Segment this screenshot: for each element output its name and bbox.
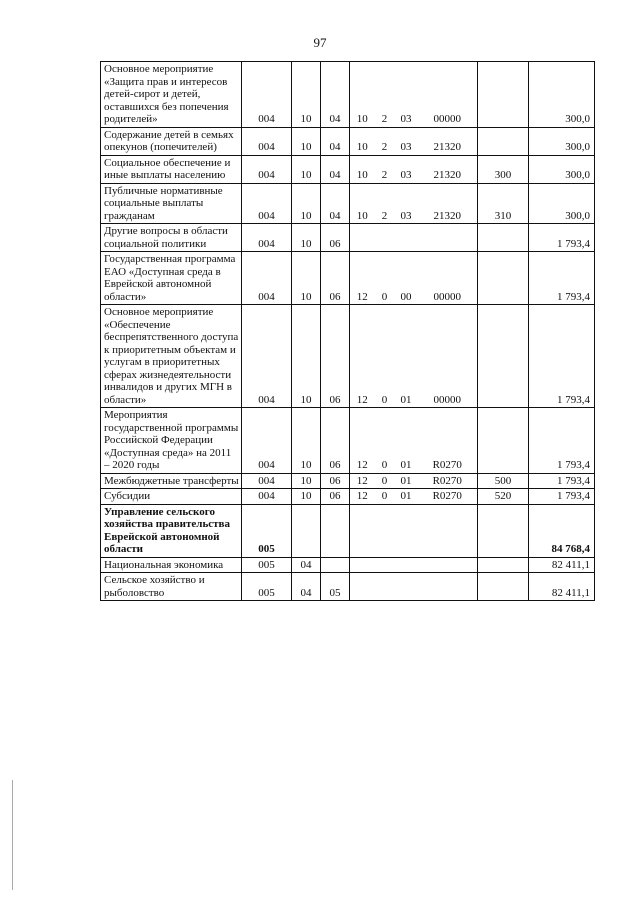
section-code: 10 <box>292 224 321 252</box>
event-code <box>395 557 418 573</box>
section-code: 10 <box>292 408 321 474</box>
subsection-code: 06 <box>321 489 350 505</box>
expense-type-code <box>478 557 529 573</box>
amount: 1 793,4 <box>529 305 595 408</box>
subprogram-code: 2 <box>375 183 395 224</box>
event-code: 01 <box>395 489 418 505</box>
event-code: 01 <box>395 305 418 408</box>
program-code: 10 <box>350 183 375 224</box>
program-code: 12 <box>350 305 375 408</box>
ministry-code: 004 <box>242 183 292 224</box>
program-code: 10 <box>350 62 375 128</box>
program-code: 12 <box>350 252 375 305</box>
expense-type-code: 500 <box>478 473 529 489</box>
subsection-code: 06 <box>321 473 350 489</box>
section-code: 10 <box>292 473 321 489</box>
ministry-code: 005 <box>242 504 292 557</box>
amount: 82 411,1 <box>529 557 595 573</box>
program-code <box>350 504 375 557</box>
subprogram-code: 2 <box>375 127 395 155</box>
table-row <box>101 489 595 505</box>
event-code <box>395 573 418 601</box>
row-name: Содержание детей в семьях опекунов (попечителей) <box>101 127 242 155</box>
direction-code: 00000 <box>418 252 478 305</box>
amount: 1 793,4 <box>529 252 595 305</box>
table-row <box>101 252 595 305</box>
section-code: 04 <box>292 573 321 601</box>
expense-type-code: 520 <box>478 489 529 505</box>
subprogram-code <box>375 557 395 573</box>
ministry-code: 004 <box>242 252 292 305</box>
section-code: 10 <box>292 252 321 305</box>
table-row <box>101 573 595 601</box>
amount: 1 793,4 <box>529 489 595 505</box>
direction-code: 00000 <box>418 305 478 408</box>
amount: 84 768,4 <box>529 504 595 557</box>
event-code <box>395 224 418 252</box>
direction-code: R0270 <box>418 489 478 505</box>
program-code: 12 <box>350 408 375 474</box>
amount: 1 793,4 <box>529 473 595 489</box>
section-code: 10 <box>292 305 321 408</box>
subsection-code: 06 <box>321 224 350 252</box>
section-code: 10 <box>292 183 321 224</box>
event-code: 00 <box>395 252 418 305</box>
program-code: 10 <box>350 127 375 155</box>
subprogram-code: 2 <box>375 62 395 128</box>
budget-table <box>100 61 595 601</box>
expense-type-code <box>478 62 529 128</box>
ministry-code: 004 <box>242 224 292 252</box>
program-code: 10 <box>350 155 375 183</box>
amount: 82 411,1 <box>529 573 595 601</box>
table-row <box>101 408 595 474</box>
subprogram-code: 0 <box>375 408 395 474</box>
section-code: 04 <box>292 557 321 573</box>
ministry-code: 004 <box>242 155 292 183</box>
table-row <box>101 183 595 224</box>
subsection-code <box>321 557 350 573</box>
table-row <box>101 155 595 183</box>
row-name: Субсидии <box>101 489 242 505</box>
table-row <box>101 62 595 128</box>
event-code: 03 <box>395 183 418 224</box>
page-number: 97 <box>313 35 327 50</box>
ministry-code: 005 <box>242 557 292 573</box>
expense-type-code <box>478 408 529 474</box>
event-code: 03 <box>395 127 418 155</box>
direction-code: 21320 <box>418 127 478 155</box>
subsection-code: 05 <box>321 573 350 601</box>
program-code <box>350 557 375 573</box>
direction-code <box>418 557 478 573</box>
expense-type-code <box>478 305 529 408</box>
amount: 1 793,4 <box>529 408 595 474</box>
subsection-code: 04 <box>321 127 350 155</box>
expense-type-code <box>478 224 529 252</box>
subprogram-code <box>375 224 395 252</box>
subsection-code <box>321 504 350 557</box>
event-code: 03 <box>395 62 418 128</box>
direction-code: R0270 <box>418 408 478 474</box>
subprogram-code: 2 <box>375 155 395 183</box>
table-row <box>101 224 595 252</box>
table-body <box>101 62 595 601</box>
event-code: 01 <box>395 408 418 474</box>
expense-type-code <box>478 252 529 305</box>
subsection-code: 04 <box>321 62 350 128</box>
subprogram-code <box>375 504 395 557</box>
direction-code: R0270 <box>418 473 478 489</box>
ministry-code: 004 <box>242 473 292 489</box>
subsection-code: 06 <box>321 305 350 408</box>
expense-type-code: 310 <box>478 183 529 224</box>
ministry-code: 004 <box>242 127 292 155</box>
subsection-code: 06 <box>321 408 350 474</box>
event-code <box>395 504 418 557</box>
direction-code: 00000 <box>418 62 478 128</box>
row-name: Основное мероприятие «Обеспечение беспрепятственного доступа к приоритетным объектам и услугам в приоритетных сферах жизнедеятельности инвалидов и других МГН в области» <box>101 305 242 408</box>
row-name: Мероприятия государственной программы Российской Федерации «Доступная среда» на 2011 – 2020 годы <box>101 408 242 474</box>
subprogram-code: 0 <box>375 489 395 505</box>
table-row <box>101 473 595 489</box>
direction-code <box>418 573 478 601</box>
section-code: 10 <box>292 155 321 183</box>
row-name: Управление сельского хозяйства правительства Еврейской автономной области <box>101 504 242 557</box>
row-name: Межбюджетные трансферты <box>101 473 242 489</box>
row-name: Национальная экономика <box>101 557 242 573</box>
section-code: 10 <box>292 62 321 128</box>
amount: 300,0 <box>529 183 595 224</box>
subprogram-code: 0 <box>375 305 395 408</box>
amount: 300,0 <box>529 127 595 155</box>
section-code: 10 <box>292 127 321 155</box>
ministry-code: 004 <box>242 408 292 474</box>
table-row <box>101 504 595 557</box>
ministry-code: 004 <box>242 305 292 408</box>
table-row <box>101 127 595 155</box>
program-code: 12 <box>350 489 375 505</box>
subsection-code: 04 <box>321 155 350 183</box>
event-code: 01 <box>395 473 418 489</box>
program-code <box>350 224 375 252</box>
subprogram-code <box>375 573 395 601</box>
amount: 300,0 <box>529 62 595 128</box>
ministry-code: 004 <box>242 489 292 505</box>
row-name: Основное мероприятие «Защита прав и интересов детей-сирот и детей, оставшихся без попечения родителей» <box>101 62 242 128</box>
row-name: Сельское хозяйство и рыболовство <box>101 573 242 601</box>
row-name: Социальное обеспечение и иные выплаты населению <box>101 155 242 183</box>
direction-code <box>418 224 478 252</box>
program-code <box>350 573 375 601</box>
event-code: 03 <box>395 155 418 183</box>
expense-type-code: 300 <box>478 155 529 183</box>
section-code <box>292 504 321 557</box>
direction-code: 21320 <box>418 183 478 224</box>
table-row <box>101 557 595 573</box>
direction-code <box>418 504 478 557</box>
subprogram-code: 0 <box>375 473 395 489</box>
subsection-code: 06 <box>321 252 350 305</box>
section-code: 10 <box>292 489 321 505</box>
amount: 1 793,4 <box>529 224 595 252</box>
subsection-code: 04 <box>321 183 350 224</box>
ministry-code: 004 <box>242 62 292 128</box>
direction-code: 21320 <box>418 155 478 183</box>
row-name: Публичные нормативные социальные выплаты гражданам <box>101 183 242 224</box>
subprogram-code: 0 <box>375 252 395 305</box>
expense-type-code <box>478 127 529 155</box>
row-name: Другие вопросы в области социальной политики <box>101 224 242 252</box>
expense-type-code <box>478 504 529 557</box>
scan-margin-line <box>12 780 13 890</box>
program-code: 12 <box>350 473 375 489</box>
row-name: Государственная программа ЕАО «Доступная среда в Еврейской автономной области» <box>101 252 242 305</box>
ministry-code: 005 <box>242 573 292 601</box>
expense-type-code <box>478 573 529 601</box>
amount: 300,0 <box>529 155 595 183</box>
table-row <box>101 305 595 408</box>
